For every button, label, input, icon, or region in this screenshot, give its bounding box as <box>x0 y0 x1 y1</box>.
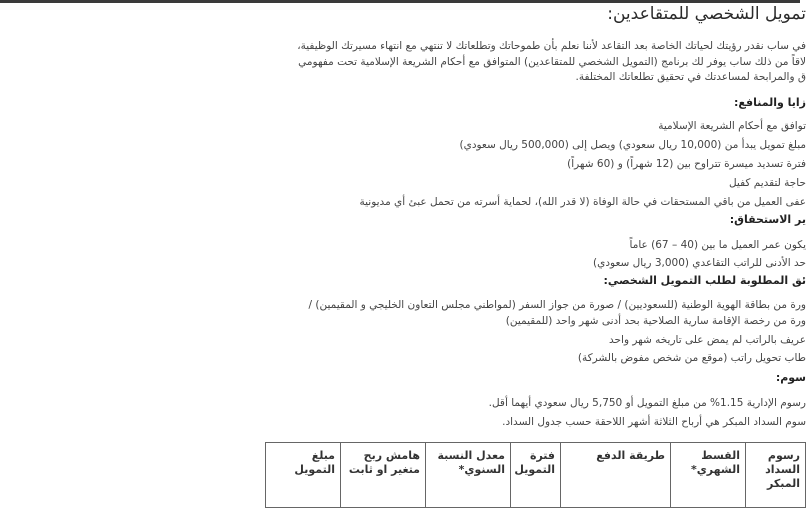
col-annual-rate: معدل النسبة السنوي* <box>426 443 511 508</box>
intro-line: في ساب نقدر رؤيتك لحياتك الخاصة بعد التقاعد لأننا نعلم بأن طموحاتك وتطلعاتك لا تنتهي مع انتهاء مسيرتك الوظيفية، <box>297 40 806 52</box>
document-item: طاب تحويل راتب (موقع من شخص مفوض بالشركة) <box>578 352 806 364</box>
page-title: تمويل الشخصي للمتقاعدين: <box>607 4 806 24</box>
feature-item: توافق مع أحكام الشريعة الإسلامية <box>658 120 806 132</box>
fees-heading: سوم: <box>776 371 806 384</box>
intro-line: ق والمرابحة لمساعدتك في تحقيق تطلعاتك المختلفة. <box>576 71 806 83</box>
eligibility-item: يكون عمر العميل ما بين (40 – 67) عاماً <box>630 239 806 251</box>
top-border <box>0 0 800 3</box>
financing-table <box>265 442 806 508</box>
document-item: ورة من رخصة الإقامة سارية الصلاحية بحد أدنى شهر واحد (للمقيمين) <box>506 315 806 327</box>
fee-item: رسوم الإدارية 1.15% من مبلغ التمويل أو 5,750 ريال سعودي أيهما أقل. <box>489 397 806 409</box>
col-profit-margin: هامش ربح متغير او ثابت <box>341 443 426 508</box>
features-heading: زايا والمنافع: <box>734 96 806 109</box>
col-early-settlement-fee: رسوم السداد المبكر <box>746 443 806 508</box>
documents-heading: ئق المطلوبة لطلب التمويل الشخصي: <box>603 274 806 287</box>
col-financing-period: فترة التمويل <box>511 443 561 508</box>
feature-item: عفى العميل من باقي المستحقات في حالة الوفاة (لا قدر الله)، لحماية أسرته من تحمل عبئ أي مديونية <box>359 196 806 208</box>
document-item: عريف بالراتب لم يمض على تاريخه شهر واحد <box>609 334 806 346</box>
feature-item: حاجة لتقديم كفيل <box>729 177 806 189</box>
eligibility-item: حد الأدنى للراتب التقاعدي (3,000 ريال سعودي) <box>593 257 806 269</box>
intro-line: لاقاً من ذلك ساب يوفر لك برنامج (التمويل الشخصي للمتقاعدين) المتوافق مع أحكام الشريعة الإسلامية تحت مفهومي <box>298 56 806 68</box>
col-payment-method: طريقة الدفع <box>561 443 671 508</box>
col-financing-amount: مبلغ التمويل <box>266 443 341 508</box>
eligibility-heading: ير الاستحقاق: <box>730 213 806 226</box>
fee-item: سوم السداد المبكر هي أرباح الثلاثة أشهر اللاحقة حسب جدول السداد. <box>502 416 806 428</box>
feature-item: مبلغ تمويل يبدأ من (10,000 ريال سعودي) ويصل إلى (500,000 ريال سعودي) <box>460 139 806 151</box>
col-monthly-installment: القسط الشهري* <box>671 443 746 508</box>
table-header-row <box>266 443 806 508</box>
feature-item: فترة تسديد ميسرة تتراوح بين (12 شهراً) و (60 شهراً) <box>567 158 806 170</box>
document-item: ورة من بطاقة الهوية الوطنية (للسعوديين) / صورة من جواز السفر (لمواطني مجلس التعاون الخليجي و المقيمين) / <box>309 299 806 311</box>
